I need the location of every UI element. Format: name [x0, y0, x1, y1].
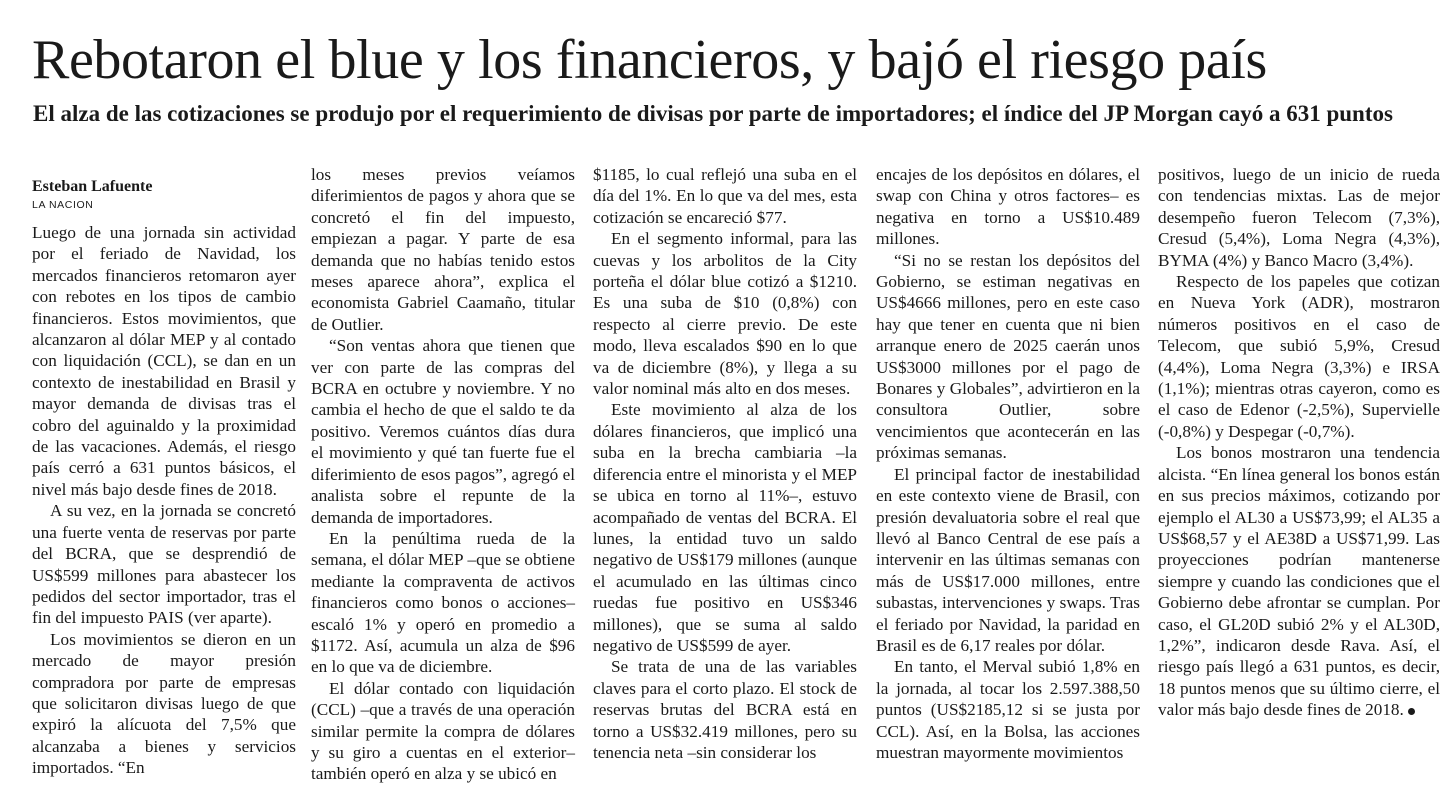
paragraph: los meses previos veíamos diferimientos de pagos y ahora que se concretó el fin del impuesto, empiezan a pagar. Y parte de esa demanda que no habías tenido estos meses aparece ahora”, explica el economista Gabriel Caamaño, titular de Outlier.	[311, 165, 575, 334]
end-of-article-dot-icon	[1408, 708, 1415, 715]
paragraph: Los movimientos se dieron en un mercado de mayor presión compradora por parte de empresas que solicitaron divisas luego de que expiró la alícuota del 7,5% que alcanzaba a bienes y servicios importados. “En	[32, 629, 296, 778]
paragraph	[1158, 442, 1440, 720]
outlet-name: LA NACION	[32, 199, 94, 211]
paragraph: “Si no se restan los depósitos del Gobierno, se estiman negativas en US$4666 millones, pero en este caso hay que tener en cuenta que ni bien arranque enero de 2025 caerán unos US$3000 millones por el pago de Bonares y Globales”, advirtieron en la consultora Outlier, sobre vencimientos que acontecerán en las próximas semanas.	[876, 250, 1140, 463]
article-column-3	[593, 164, 857, 762]
article-column-5	[1158, 164, 1440, 744]
article-column-2	[311, 164, 575, 784]
paragraph: El principal factor de inestabilidad en este contexto viene de Brasil, con presión devaluatoria sobre el real que llevó al Banco Central de ese país a intervenir en las últimas semanas con más de US$17.000 millones, entre subastas, intervenciones y swaps. Tras el feriado por Navidad, la paridad en Brasil es de 6,17 reales por dólar.	[876, 464, 1140, 655]
headline: Rebotaron el blue y los financieros, y bajó el riesgo país	[32, 29, 1267, 91]
paragraph: En la penúltima rueda de la semana, el dólar MEP –que se obtiene mediante la compraventa de activos financieros como bonos o acciones– escaló 1% y operó en promedio a $1172. Así, acumula un alza de $96 en lo que va de diciembre.	[311, 528, 575, 677]
paragraph: Luego de una jornada sin actividad por el feriado de Navidad, los mercados financieros retomaron ayer con rebotes en los tipos de cambio financieros. Estos movimientos, que alcanzaron al dólar MEP y al contado con liquidación (CCL), se dan en un contexto de inestabilidad en Brasil y mayor demanda de divisas tras el cobro del aguinaldo y la proximidad de las vacaciones. Además, el riesgo país cerró a 631 puntos básicos, el nivel más bajo desde fines de 2018.	[32, 223, 296, 499]
article-column-4	[876, 164, 1140, 762]
paragraph: “Son ventas ahora que tienen que ver con parte de las compras del BCRA en octubre y noviembre. Y no cambia el hecho de que el saldo te da positivo. Veremos cuántos días dura el movimiento y qué tan fuerte fue el diferimiento de esos pagos”, agregó el analista sobre el repunte de la demanda de importadores.	[311, 336, 575, 527]
paragraph: En tanto, el Merval subió 1,8% en la jornada, al tocar los 2.597.388,50 puntos (US$2185,12 si se justa por CCL). Así, en la Bolsa, las acciones muestran mayormente movimientos	[876, 657, 1140, 762]
author-name: Esteban Lafuente	[32, 178, 153, 195]
paragraph: El dólar contado con liquidación (CCL) –que a través de una operación similar permite la compra de dólares y su giro a cuentas en el exterior– también operó en alza y se ubicó en	[311, 678, 575, 784]
paragraph: Respecto de los papeles que cotizan en Nueva York (ADR), mostraron números positivos en el caso de Telecom, que subió 5,9%, Cresud (4,4%), Loma Negra (3,3%) e IRSA (1,1%); mientras otras cayeron, como es el caso de Edenor (-2,5%), Supervielle (-0,8%) y Despegar (-0,7%).	[1158, 272, 1440, 441]
paragraph: $1185, lo cual reflejó una suba en el día del 1%. En lo que va del mes, esta cotización se encareció $77.	[593, 165, 857, 227]
paragraph: Este movimiento al alza de los dólares financieros, que implicó una suba en la brecha cambiaria –la diferencia entre el minorista y el MEP se ubica en torno al 11%–, estuvo acompañado de ventas del BCRA. El lunes, la entidad tuvo un saldo negativo de US$179 millones (aunque el acumulado en las últimas cinco ruedas fue positivo en US$346 millones), que se suma al saldo negativo de US$599 de ayer.	[593, 400, 857, 655]
paragraph: encajes de los depósitos en dólares, el swap con China y otros factores– es negativa en torno a US$10.489 millones.	[876, 165, 1140, 249]
paragraph: positivos, luego de un inicio de rueda con tendencias mixtas. Las de mejor desempeño fueron Telecom (7,3%), Cresud (5,4%), Loma Negra (4,3%), BYMA (4%) y Banco Macro (3,4%).	[1158, 165, 1440, 270]
paragraph: En el segmento informal, para las cuevas y los arbolitos de la City porteña el dólar blue cotizó a $1210. Es una suba de $10 (0,8%) con respecto al cierre previo. De este modo, lleva escalados $90 en lo que va de diciembre (8%), y llega a su valor nominal más alto en dos meses.	[593, 229, 857, 399]
subheadline: El alza de las cotizaciones se produjo por el requerimiento de divisas por parte de importadores; el índice del JP Morgan cayó a 631 puntos	[33, 101, 1393, 126]
article-column-1	[32, 222, 296, 778]
paragraph: A su vez, en la jornada se concretó una fuerte venta de reservas por parte del BCRA, que se desprendió de US$599 millones para abastecer los pedidos del sector importador, tras el fin del impuesto PAIS (ver aparte).	[32, 501, 296, 628]
paragraph: Se trata de una de las variables claves para el corto plazo. El stock de reservas brutas del BCRA está en torno a US$32.419 millones, pero su tenencia neta –sin considerar los	[593, 657, 857, 762]
final-paragraph-text: Los bonos mostraron una tendencia alcista. “En línea general los bonos están en sus precios máximos, cotizando por ejemplo el AL30 a US$73,99; el AL35 a US$68,57 y el AE38D a US$71,99. Las proyecciones podrían mantenerse siempre y cuando las condiciones que el Gobierno debe afrontar se cumplan. Por caso, el GL20D subió 2% y el AL30D, 1,2%”, indicaron desde Rava. Así, el riesgo país llegó a 631 puntos, es decir, 18 puntos menos que su último cierre, el valor más bajo desde fines de 2018.	[1158, 443, 1440, 720]
